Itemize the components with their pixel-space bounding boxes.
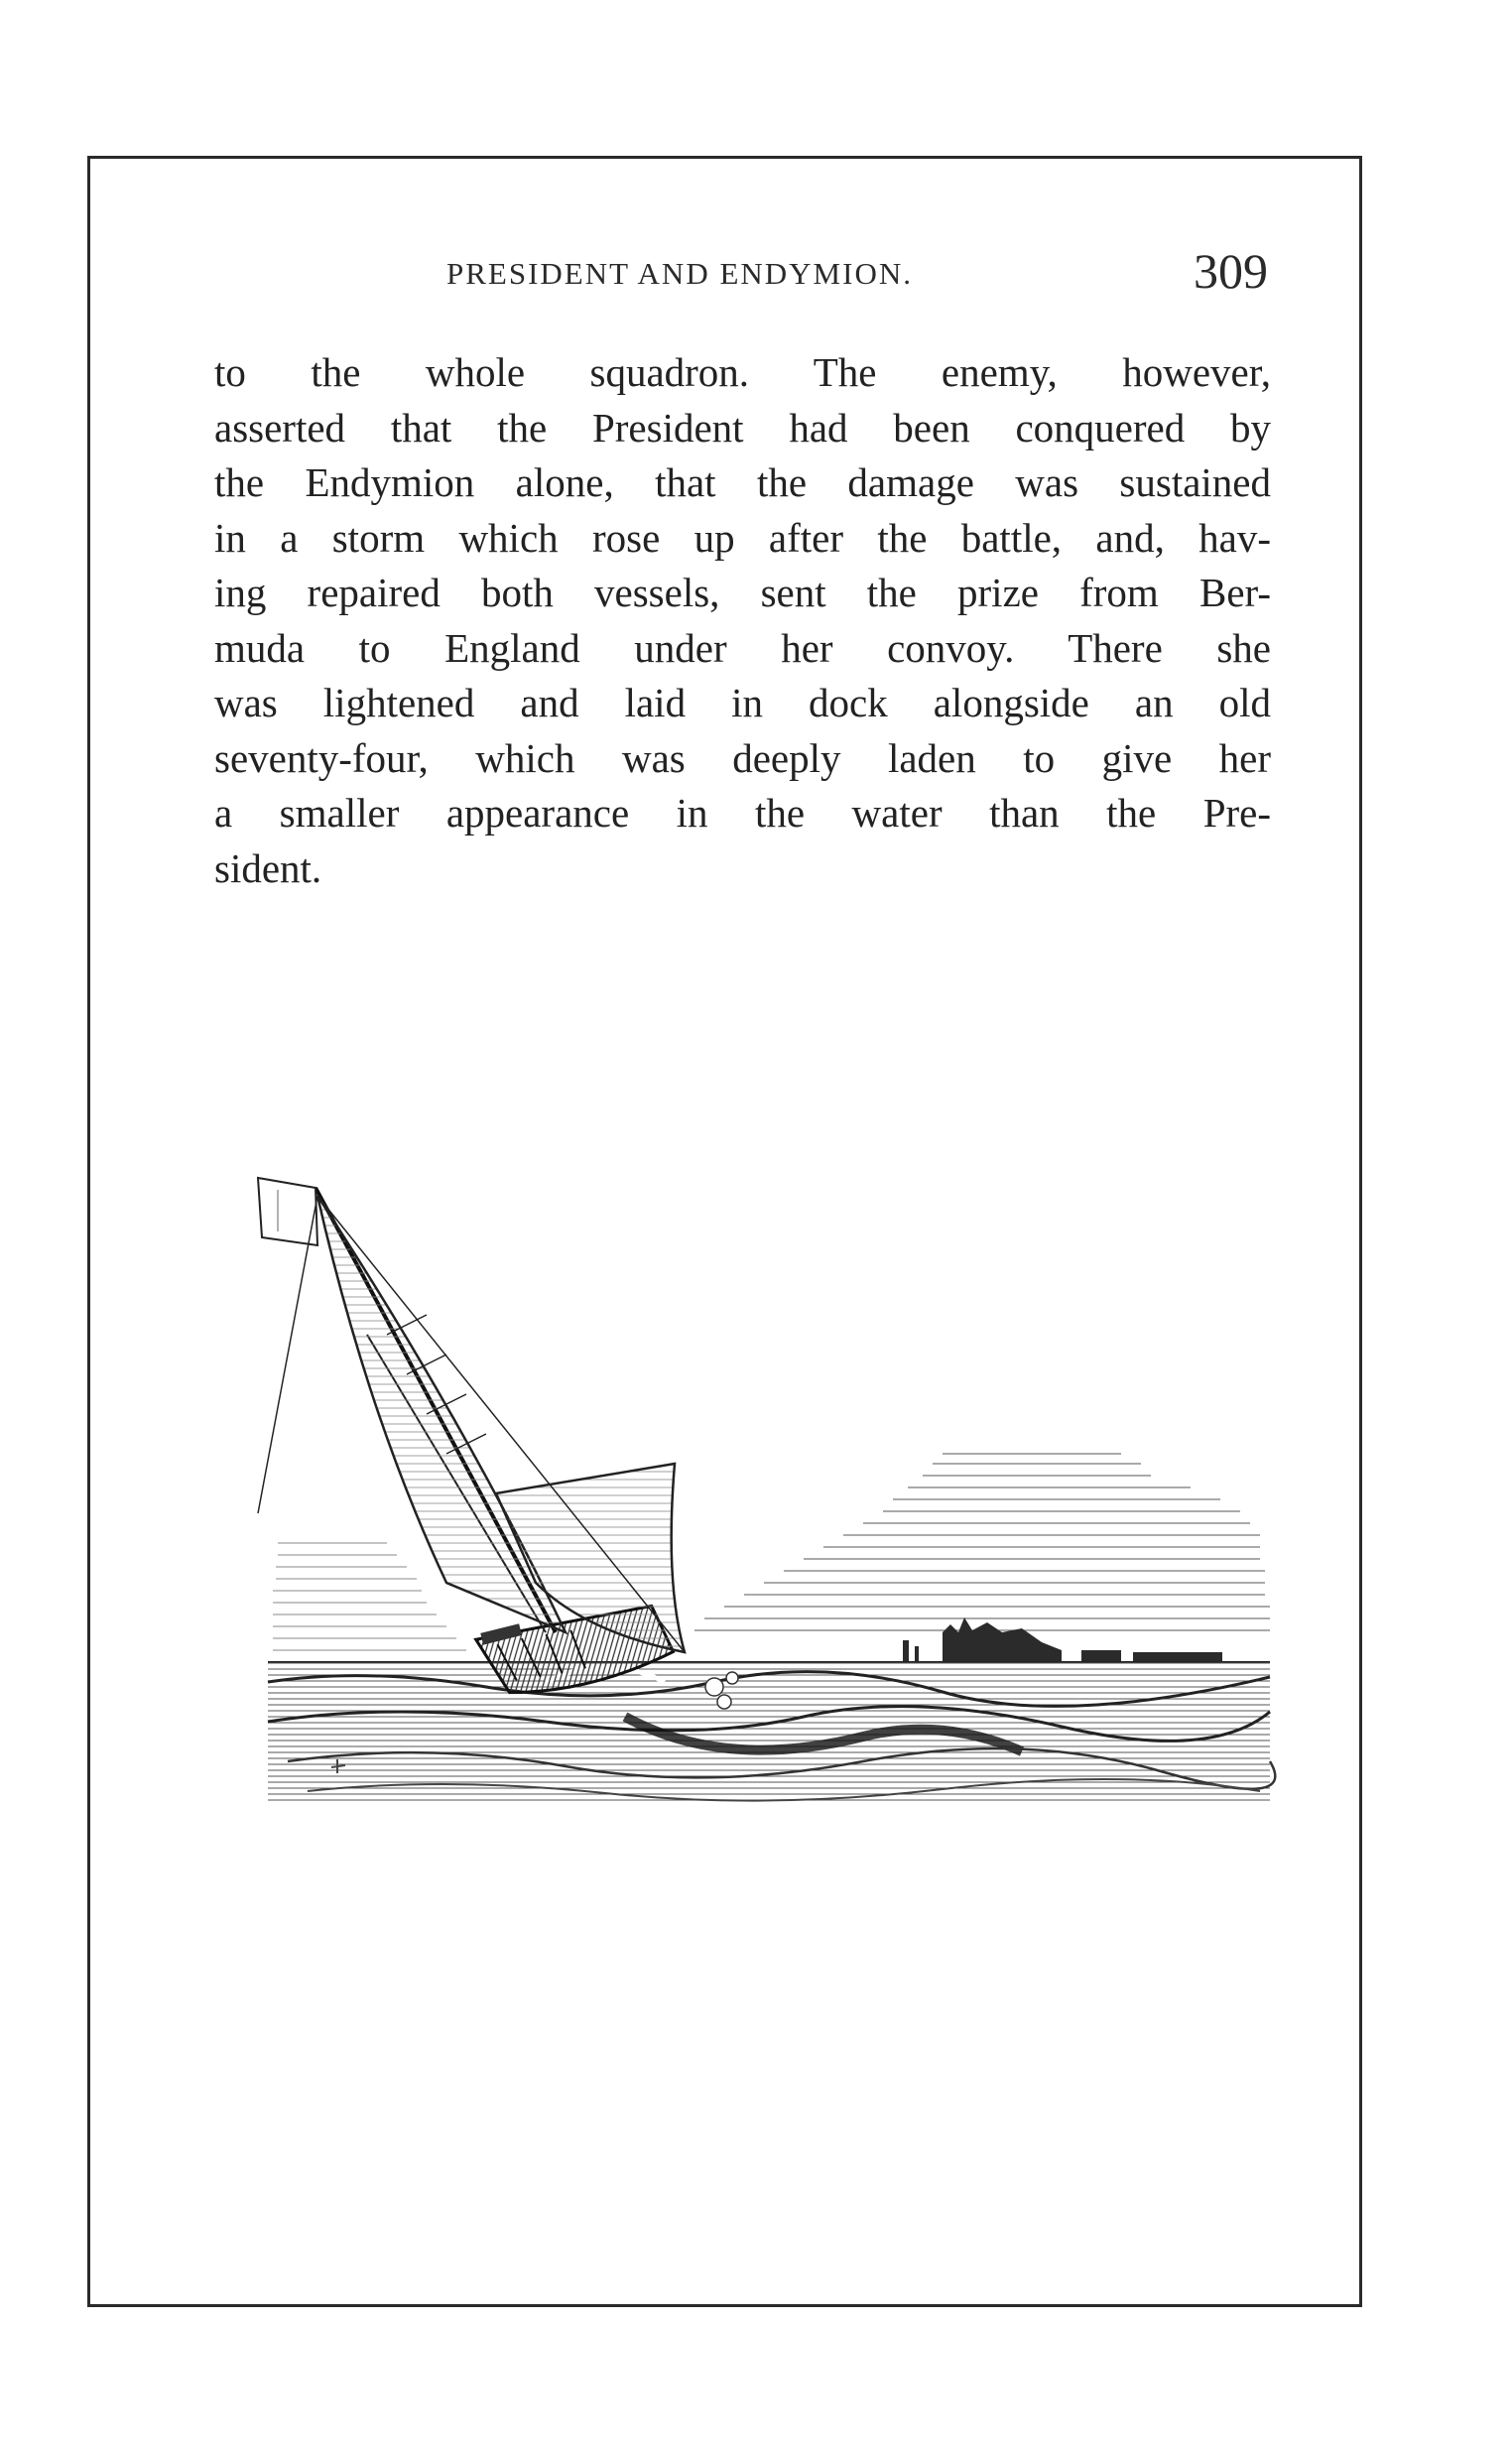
text-line: to the whole squadron. The enemy, however, bbox=[214, 349, 1271, 395]
ship-engraving-icon bbox=[248, 1166, 1280, 1811]
page-number: 309 bbox=[1194, 243, 1268, 299]
text-line: ing repaired both vessels, sent the prize from Ber- bbox=[214, 570, 1271, 615]
body-paragraph bbox=[214, 345, 1271, 896]
text-line: sident. bbox=[214, 844, 322, 891]
text-line: asserted that the President had been conquered by bbox=[214, 404, 1271, 451]
text-line: muda to England under her convoy. There she bbox=[214, 624, 1271, 671]
text-line: in a storm which rose up after the battle, and, hav- bbox=[214, 514, 1271, 561]
clouds bbox=[694, 1454, 1270, 1630]
running-head: PRESIDENT AND ENDYMION. bbox=[446, 256, 913, 291]
text-line: a smaller appearance in the water than the Pre- bbox=[214, 790, 1271, 836]
text-line: seventy-four, which was deeply laden to give her bbox=[214, 734, 1271, 781]
text-line: the Endymion alone, that the damage was sustained bbox=[214, 459, 1271, 505]
text-line: was lightened and laid in dock alongside an old bbox=[214, 680, 1271, 725]
